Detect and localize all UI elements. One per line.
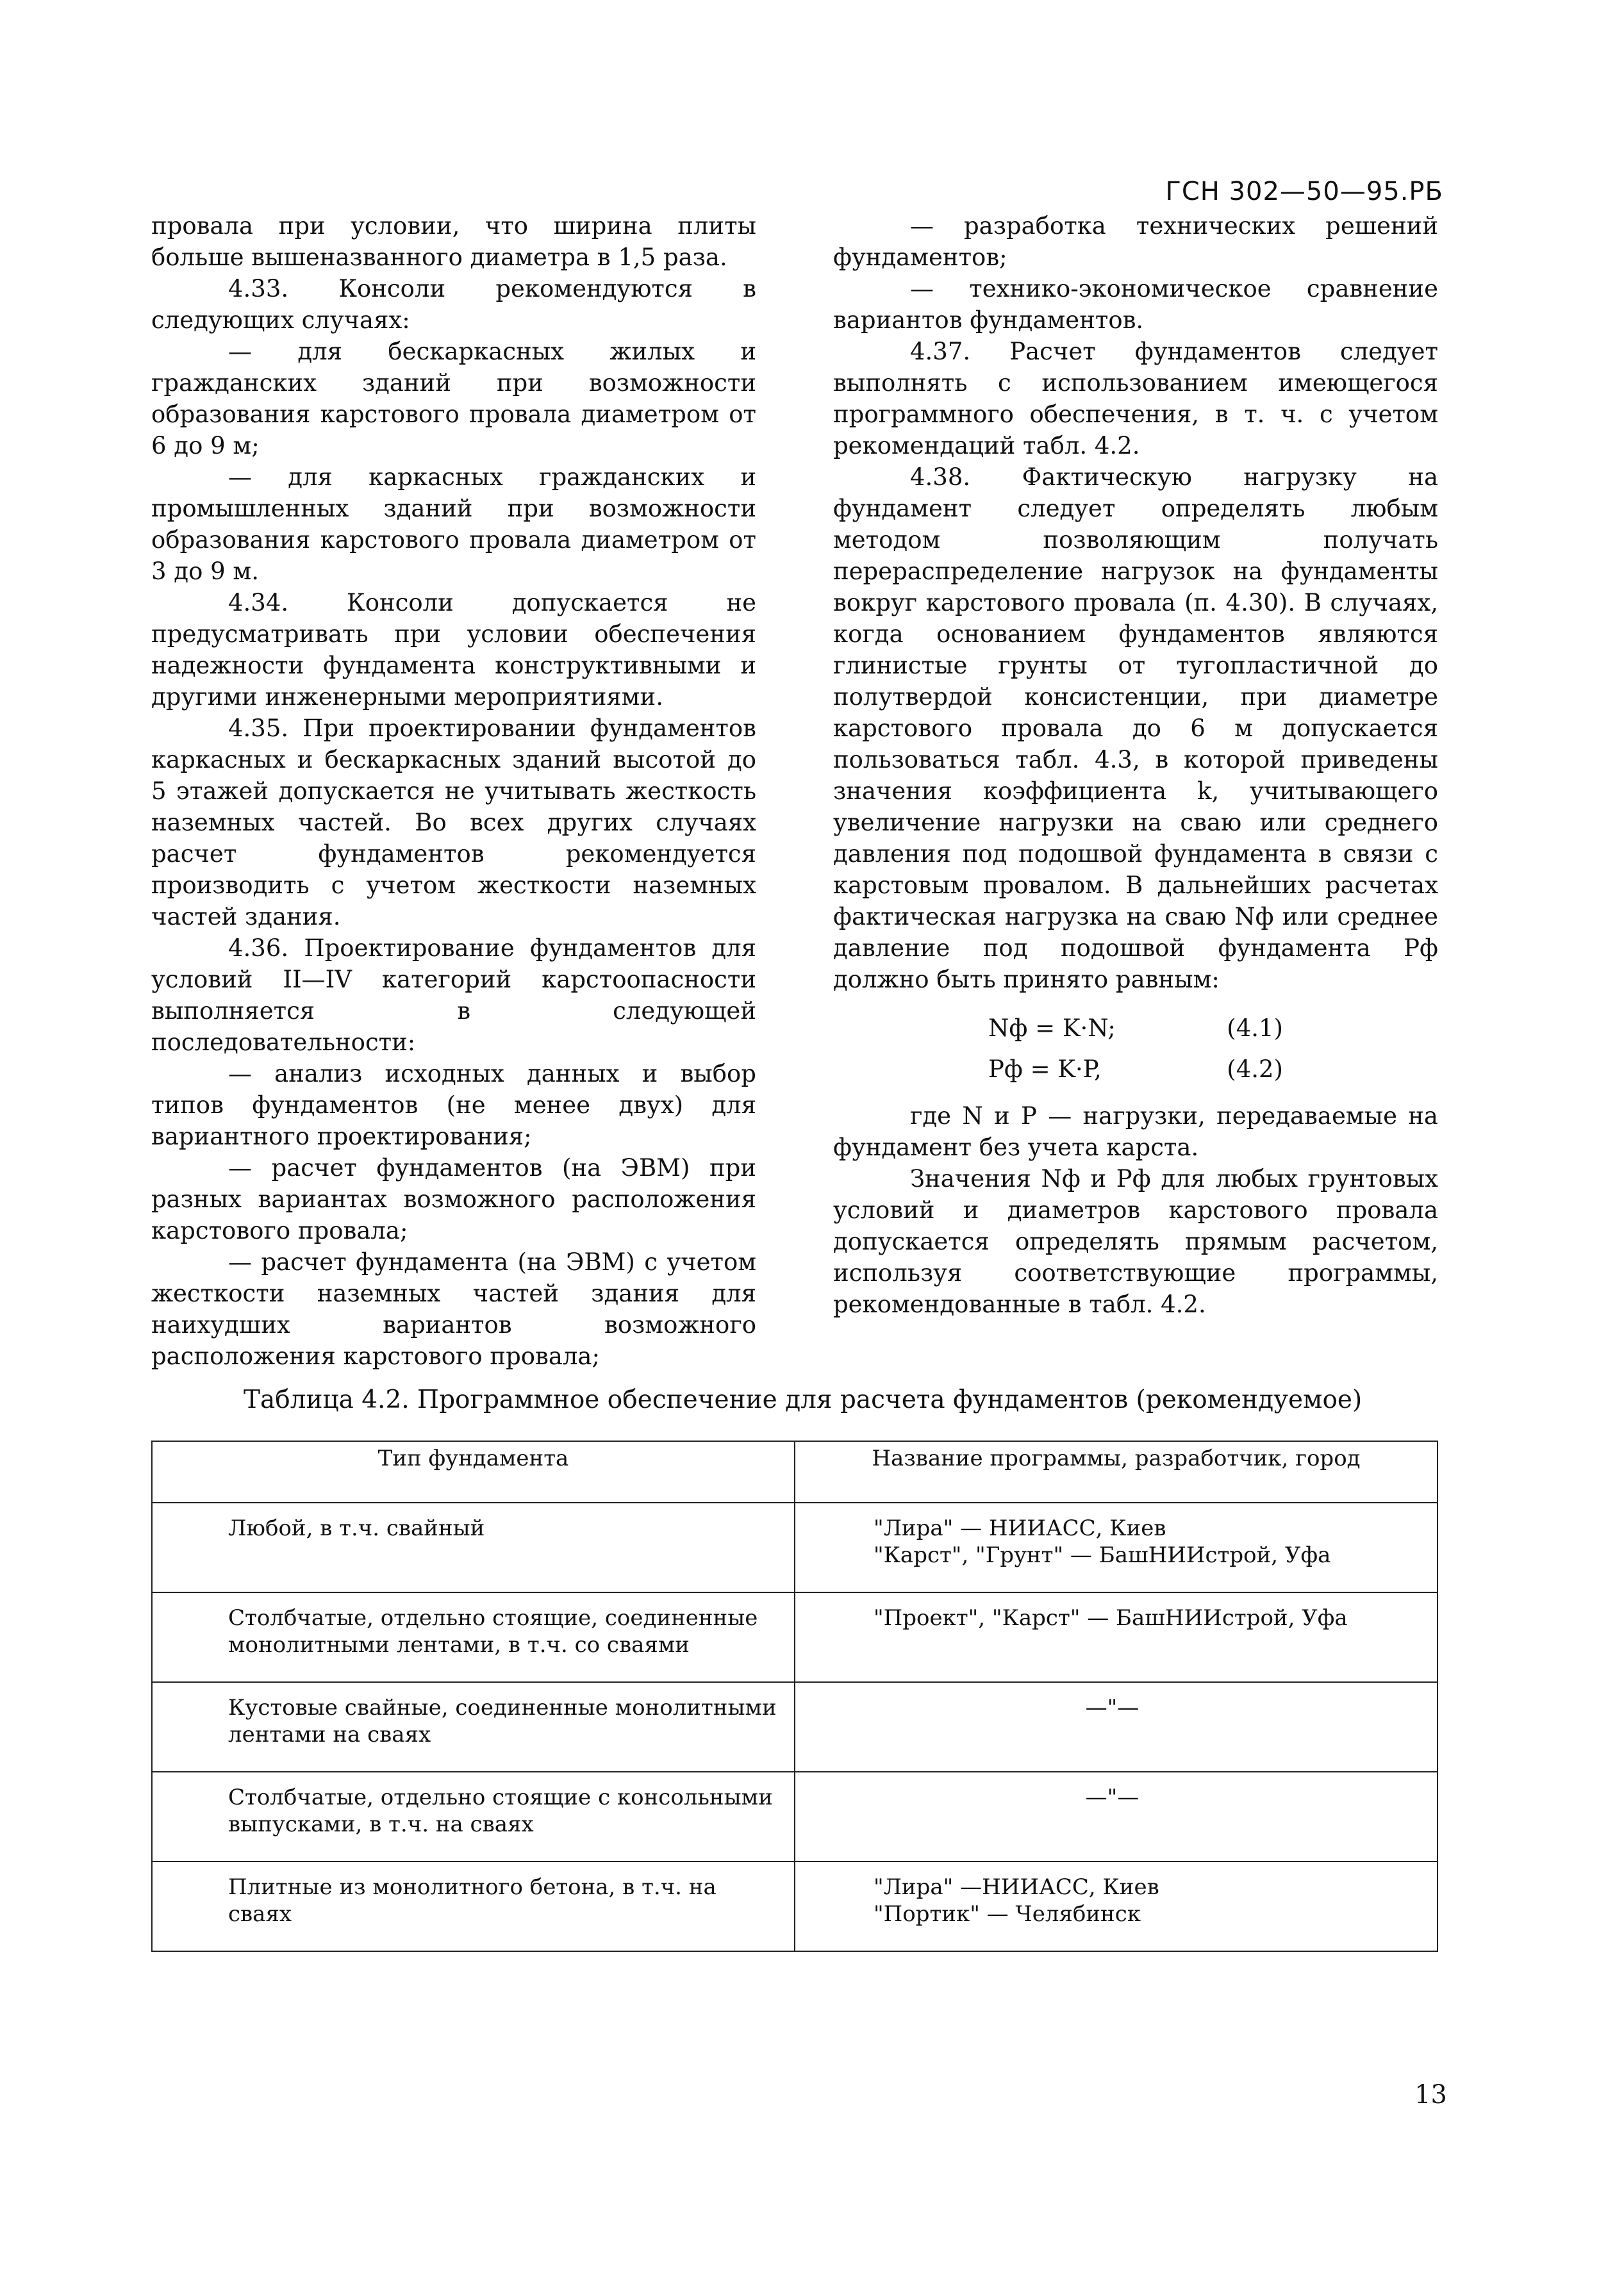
paragraph: 4.36. Проектирование фундаментов для условий II—IV категорий карстоопасности выполняется в следующей последовательности: xyxy=(151,934,756,1056)
paragraph: — для каркасных гражданских и промышленных зданий при возможности образования карстового провала диаметром от 3 до 9 м. xyxy=(151,463,756,585)
table-row xyxy=(152,1862,1438,1951)
paragraph: — анализ исходных данных и выбор типов фундаментов (не менее двух) для вариантного проектирования; xyxy=(151,1060,756,1150)
paragraph: 4.34. Консоли допускается не предусматривать при условии обеспечения надежности фундамента конструктивными и другими инженерными мероприятиями. xyxy=(151,589,756,711)
table-cell-type: Плитные из монолитного бетона, в т.ч. на сваях xyxy=(152,1862,795,1951)
paragraph: 4.37. Расчет фундаментов следует выполнять с использованием имеющегося программного обеспечения, в т. ч. с учетом рекомендаций табл. 4.2. xyxy=(833,338,1438,459)
table-caption: Таблица 4.2. Программное обеспечение для расчета фундаментов (рекомендуемое) xyxy=(244,1385,1363,1414)
formula-number: (4.2) xyxy=(1227,1055,1283,1083)
software-table xyxy=(151,1441,1438,1952)
table-cell-program: "Лира" —НИИАСС, Киев "Портик" — Челябинск xyxy=(795,1862,1438,1951)
table-row xyxy=(152,1682,1438,1772)
formula-block xyxy=(833,1008,1438,1090)
left-column xyxy=(151,210,756,1372)
table-row xyxy=(152,1592,1438,1682)
table-cell-program: —"— xyxy=(795,1682,1438,1772)
table-header-row xyxy=(152,1441,1438,1503)
table-cell-type: Столбчатые, отдельно стоящие, соединенные монолитными лентами, в т.ч. со сваями xyxy=(152,1592,795,1682)
paragraph: Значения Nф и Pф для любых грунтовых условий и диаметров карстового провала допускается определять прямым расчетом, используя соответствующие программы, рекомендованные в табл. 4.2. xyxy=(833,1165,1438,1318)
column-header: Тип фундамента xyxy=(152,1441,795,1503)
document-code: ГСН 302—50—95.РБ xyxy=(1165,177,1443,206)
table-row xyxy=(152,1772,1438,1862)
page-number: 13 xyxy=(1414,2080,1447,2110)
table-cell-program: "Проект", "Карст" — БашНИИстрой, Уфа xyxy=(795,1592,1438,1682)
paragraph: — для бескаркасных жилых и гражданских зданий при возможности образования карстового провала диаметром от 6 до 9 м; xyxy=(151,338,756,459)
table-cell-type: Кустовые свайные, соединенные монолитными лентами на сваях xyxy=(152,1682,795,1772)
paragraph: 4.33. Консоли рекомендуются в следующих случаях: xyxy=(151,275,756,334)
paragraph: провала при условии, что ширина плиты больше вышеназванного диаметра в 1,5 раза. xyxy=(151,212,756,271)
formula-number: (4.1) xyxy=(1227,1014,1283,1042)
table-cell-type: Столбчатые, отдельно стоящие с консольными выпусками, в т.ч. на сваях xyxy=(152,1772,795,1862)
table-cell-program: —"— xyxy=(795,1772,1438,1862)
table-row xyxy=(152,1503,1438,1592)
table-cell-type: Любой, в т.ч. свайный xyxy=(152,1503,795,1592)
column-header: Название программы, разработчик, город xyxy=(795,1441,1438,1503)
formula-expression: Nф = K·N; xyxy=(988,1014,1116,1042)
formula xyxy=(833,1008,1438,1049)
table-cell-program: "Лира" — НИИАСС, Киев "Карст", "Грунт" — БашНИИстрой, Уфа xyxy=(795,1503,1438,1592)
paragraph: 4.35. При проектировании фундаментов каркасных и бескаркасных зданий высотой до 5 этажей допускается не учитывать жесткость наземных частей. Во всех других случаях расчет фундаментов рекомендуется производить с учетом жесткости наземных частей здания. xyxy=(151,714,756,930)
right-column xyxy=(833,210,1438,1320)
paragraph: где N и P — нагрузки, передаваемые на фундамент без учета карста. xyxy=(833,1102,1438,1161)
paragraph: — разработка технических решений фундаментов; xyxy=(833,212,1438,271)
formula-expression: Pф = K·P, xyxy=(988,1055,1102,1083)
paragraph: — технико-экономическое сравнение вариантов фундаментов. xyxy=(833,275,1438,334)
formula xyxy=(833,1049,1438,1090)
paragraph: — расчет фундамента (на ЭВМ) с учетом жесткости наземных частей здания для наихудших вариантов возможного расположения карстового провала; xyxy=(151,1248,756,1370)
paragraph: 4.38. Фактическую нагрузку на фундамент следует определять любым методом позволяющим получать перераспределение нагрузок на фундаменты вокруг карстового провала (п. 4.30). В случаях, когда основанием фундаментов являются глинистые грунты от тугопластичной до полутвердой консистенции, при диаметре карстового провала до 6 м допускается пользоваться табл. 4.3, в которой приведены значения коэффициента k, учитывающего увеличение нагрузки на сваю или среднего давления под подошвой фундамента в связи с карстовым провалом. В дальнейших расчетах фактическая нагрузка на сваю Nф или среднее давление под подошвой фундамента Pф должно быть принято равным: xyxy=(833,463,1438,993)
paragraph: — расчет фундаментов (на ЭВМ) при разных вариантах возможного расположения карстового провала; xyxy=(151,1154,756,1244)
